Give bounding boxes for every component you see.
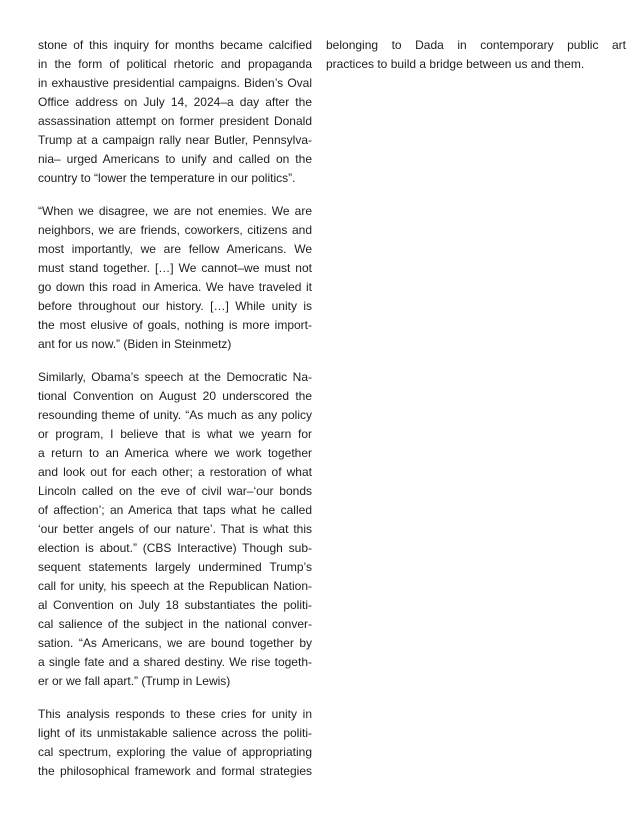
paragraph	[326, 36, 626, 74]
text-line: tional Convention on August 20 underscored the	[38, 389, 312, 403]
text-line: sation. “As Americans, we are bound together by	[38, 636, 312, 650]
text-line: cal salience of the subject in the national conver-	[38, 617, 312, 631]
text-line: the most elusive of goals, nothing is more import-	[38, 318, 312, 332]
text-line: in the form of political rhetoric and propaganda	[38, 57, 312, 71]
paragraph	[38, 705, 312, 781]
text-line: al Convention on July 18 substantiates the politi-	[38, 598, 312, 612]
text-line: neighbors, we are friends, coworkers, citizens and	[38, 223, 312, 237]
text-line: and look out for each other; a restoration of what	[38, 465, 312, 479]
text-line: Trump at a campaign rally near Butler, Pennsylva-	[38, 133, 312, 147]
right-column	[326, 36, 626, 88]
paragraph	[38, 202, 312, 354]
text-line: stone of this inquiry for months became calcified	[38, 38, 312, 52]
text-line: This analysis responds to these cries for unity in	[38, 707, 312, 721]
text-line: ‘our better angels of our nature’. That is what this	[38, 522, 312, 536]
paragraph	[38, 36, 312, 188]
text-line: country to “lower the temperature in our politics”.	[38, 171, 296, 185]
text-line: belonging to Dada in contemporary public art	[326, 38, 626, 52]
text-line: the philosophical framework and formal strategies	[38, 764, 312, 778]
text-line: or program, I believe that is what we yearn for	[38, 427, 312, 441]
text-line: ant for us now.” (Biden in Steinmetz)	[38, 337, 232, 351]
text-line: a return to an America where we work together	[38, 446, 312, 460]
text-line: a single fate and a shared destiny. We rise togeth-	[38, 655, 312, 669]
text-line: Office address on July 14, 2024–a day after the	[38, 95, 312, 109]
text-line: Lincoln called on the eve of civil war–‘our bonds	[38, 484, 312, 498]
text-line: “When we disagree, we are not enemies. We are	[38, 204, 312, 218]
text-line: Similarly, Obama’s speech at the Democratic Na-	[38, 370, 312, 384]
text-line: sequent statements largely undermined Trump’s	[38, 560, 312, 574]
text-line: must stand together. […] We cannot–we must not	[38, 261, 312, 275]
text-line: practices to build a bridge between us and them.	[326, 57, 585, 71]
text-line: resounding theme of unity. “As much as any policy	[38, 408, 312, 422]
text-line: most importantly, we are fellow Americans. We	[38, 242, 312, 256]
text-line: go down this road in America. We have traveled it	[38, 280, 312, 294]
text-line: election is about.” (CBS Interactive) Though sub-	[38, 541, 312, 555]
text-line: of affection’; an America that taps what he called	[38, 503, 312, 517]
text-line: assassination attempt on former president Donald	[38, 114, 312, 128]
text-line: before throughout our history. […] While unity is	[38, 299, 312, 313]
text-line: nia– urged Americans to unify and called on the	[38, 152, 312, 166]
text-line: light of its unmistakable salience across the politi-	[38, 726, 312, 740]
paragraph	[38, 368, 312, 691]
text-line: in exhaustive presidential campaigns. Biden’s Oval	[38, 76, 312, 90]
text-line: cal spectrum, exploring the value of appropriating	[38, 745, 312, 759]
text-line: er or we fall apart.” (Trump in Lewis)	[38, 674, 231, 688]
left-column	[38, 36, 312, 795]
text-line: call for unity, his speech at the Republican Nation-	[38, 579, 312, 593]
